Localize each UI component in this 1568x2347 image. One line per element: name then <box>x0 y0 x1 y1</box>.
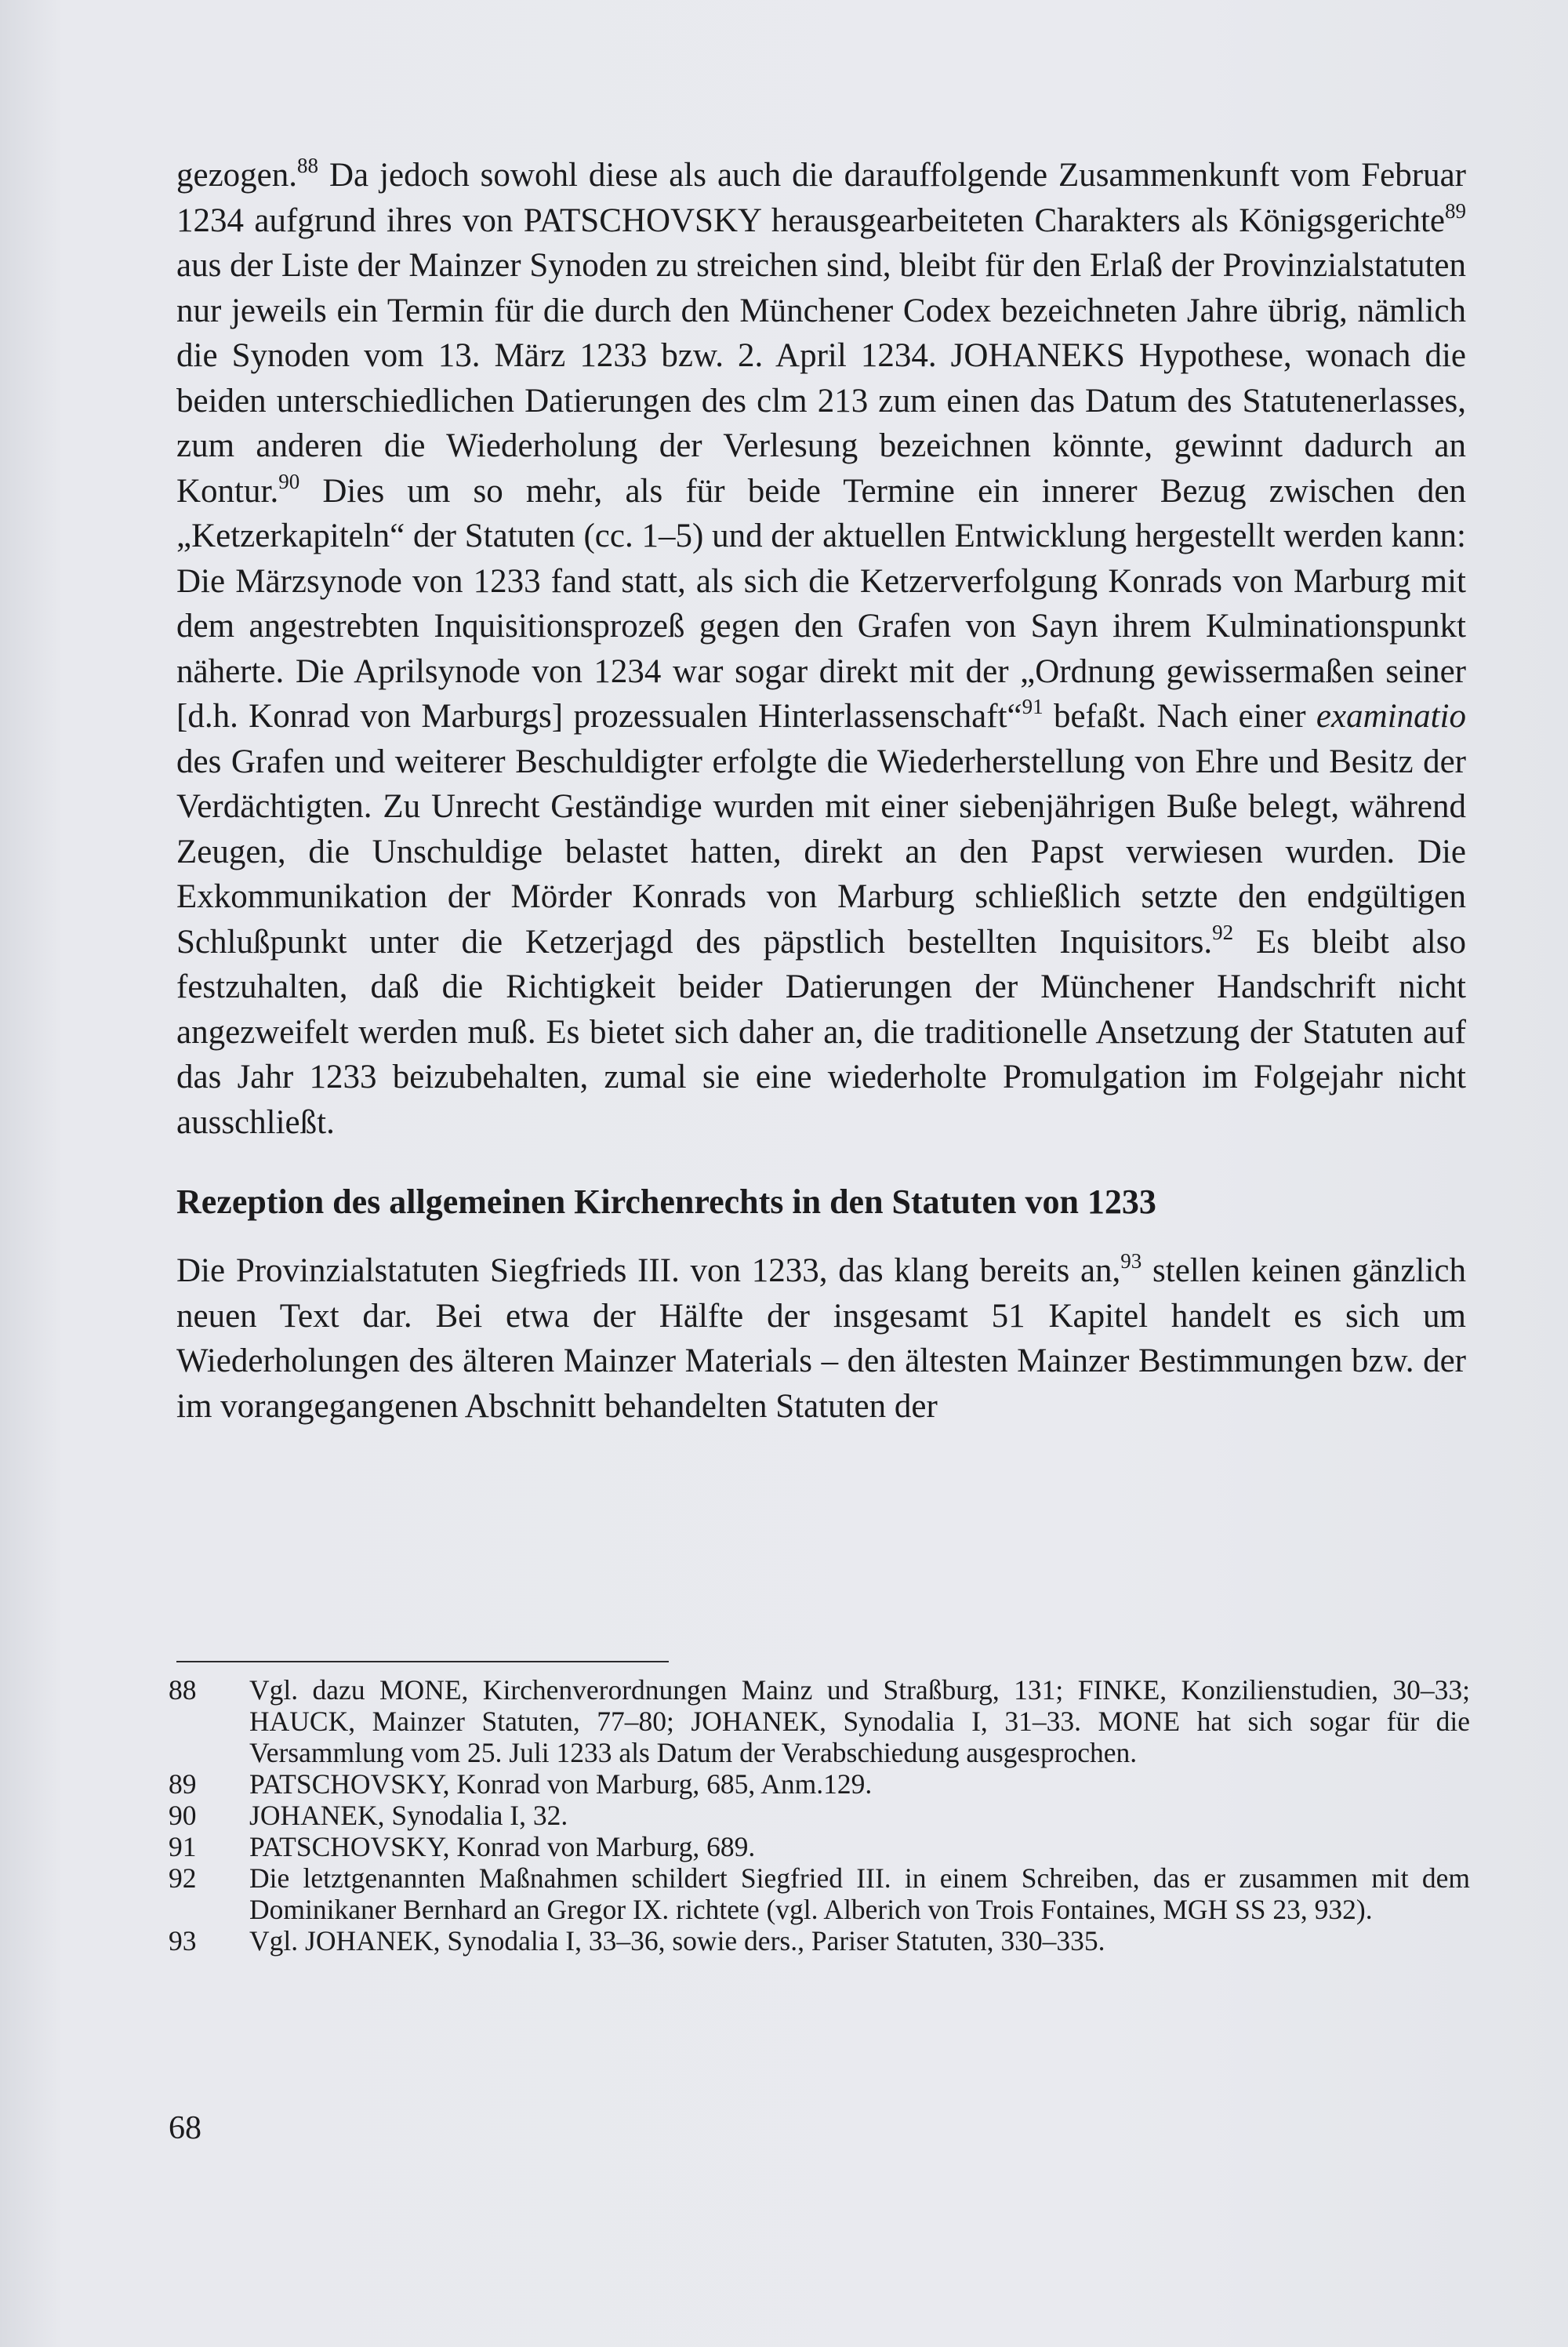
paragraph-2 <box>176 1248 1466 1429</box>
footnote-88 <box>169 1674 1470 1768</box>
footnote-text: Vgl. dazu MONE, Kirchenverordnungen Mainz und Straßburg, 131; FINKE, Konzilienstudien, 30–33; HAUCK, Mainzer Statuten, 77–80; JOHANEK, Synodalia I, 31–33. MONE hat sich sogar für die Versammlung vom 25. Juli 1233 als Datum der Verabschiedung ausgesprochen. <box>249 1674 1470 1768</box>
page-number: 68 <box>169 2110 201 2146</box>
footnote-number: 90 <box>169 1800 197 1831</box>
text-segment: Dies um so mehr, als für beide Termine ein innerer Bezug zwischen den „Ketzerkapiteln“ der Statuten (cc. 1–5) und der aktuellen Entwicklung hergestellt werden kann: Die Märzsynode von 1233 fand statt, als sich die Ketzerverfolgung Konrads von Marburg mit dem angestrebten Inquisitionsprozeß gegen den Grafen von Sayn ihrem Kulminationspunkt näherte. Die Aprilsynode von 1234 war sogar direkt mit der „Ordnung gewissermaßen seiner [d.h. Konrad von Marburgs] prozessualen Hinterlassenschaft“ <box>176 472 1466 735</box>
footnote-divider <box>176 1661 669 1662</box>
footnote-92 <box>169 1862 1470 1925</box>
footnote-93 <box>169 1925 1470 1956</box>
footnote-ref-90[interactable]: 90 <box>278 469 300 493</box>
footnote-number: 88 <box>169 1674 197 1706</box>
footnote-number: 93 <box>169 1925 197 1956</box>
text-segment: gezogen. <box>176 157 298 194</box>
footnote-ref-92[interactable]: 92 <box>1212 920 1234 944</box>
text-segment: des Grafen und weiterer Beschuldigter erfolgte die Wiederherstellung von Ehre und Besitz der Verdächtigten. Zu Unrecht Geständige wurden mit einer siebenjährigen Buße belegt, während Zeugen, die Unschuldige belastet hatten, direkt an den Papst verwiesen wurden. Die Exkommunikation der Mörder Konrads von Marburg schließlich setzte den endgültigen Schlußpunkt unter die Ketzerjagd des päpstlich bestellten Inquisitors. <box>176 743 1466 961</box>
footnote-ref-93[interactable]: 93 <box>1120 1249 1142 1273</box>
page-content <box>176 153 1466 1429</box>
section-text <box>176 1248 1466 1429</box>
footnote-ref-88[interactable]: 88 <box>297 154 319 177</box>
text-segment: aus der Liste der Mainzer Synoden zu streichen sind, bleibt für den Erlaß der Provinzialstatuten nur jeweils ein Termin für die durch den Münchener Codex bezeichneten Jahre übrig, nämlich die Synoden vom 13. März 1233 bzw. 2. April 1234. JOHANEKS Hypothese, wonach die beiden unterschiedlichen Datierungen des clm 213 zum einen das Datum des Statutenerlasses, zum anderen die Wiederholung der Verlesung bezeichnen könnte, gewinnt dadurch an Kontur. <box>176 247 1466 510</box>
paragraph-1 <box>176 153 1466 1145</box>
footnote-ref-91[interactable]: 91 <box>1022 695 1044 718</box>
footnotes <box>169 1674 1470 1956</box>
footnote-89 <box>169 1768 1470 1800</box>
footnote-text: PATSCHOVSKY, Konrad von Marburg, 685, Anm.129. <box>249 1768 873 1800</box>
footnote-90 <box>169 1800 1470 1831</box>
footnote-text: Vgl. JOHANEK, Synodalia I, 33–36, sowie ders., Pariser Statuten, 330–335. <box>249 1925 1105 1956</box>
text-segment: Es bleibt also festzuhalten, daß die Richtigkeit beider Datierungen der Münchener Handschrift nicht angezweifelt werden muß. Es bietet sich daher an, die traditionelle Ansetzung der Statuten auf das Jahr 1233 beizubehalten, zumal sie eine wiederholte Promulgation im Folgejahr nicht ausschließt. <box>176 923 1466 1141</box>
footnote-ref-89[interactable]: 89 <box>1445 198 1466 223</box>
footnote-text: JOHANEK, Synodalia I, 32. <box>249 1800 568 1831</box>
italic-term: examinatio <box>1316 698 1466 735</box>
footnote-text: Die letztgenannten Maßnahmen schildert Siegfried III. in einem Schreiben, das er zusammen mit dem Dominikaner Bernhard an Gregor IX. richtete (vgl. Alberich von Trois Fontaines, MGH SS 23, 932). <box>249 1862 1470 1925</box>
footnote-text: PATSCHOVSKY, Konrad von Marburg, 689. <box>249 1831 756 1862</box>
footnote-91 <box>169 1831 1470 1862</box>
text-segment: Da jedoch sowohl diese als auch die darauffolgende Zusammenkunft vom Februar 1234 aufgrund ihres von PATSCHOVSKY herausgearbeiteten Charakters als Königsgerichte <box>176 157 1466 239</box>
text-segment: Die Provinzialstatuten Siegfrieds III. von 1233, das klang bereits an, <box>176 1252 1121 1289</box>
footnote-number: 91 <box>169 1831 197 1862</box>
text-segment: befaßt. Nach einer <box>1043 698 1316 735</box>
footnote-number: 92 <box>169 1862 197 1894</box>
section-heading: Rezeption des allgemeinen Kirchenrechts in den Statuten von 1233 <box>176 1183 1156 1221</box>
main-text <box>176 153 1466 1145</box>
text-segment: stellen keinen gänzlich neuen Text dar. Bei etwa der Hälfte der insgesamt 51 Kapitel handelt es sich um Wiederholungen des älteren Mainzer Materials – den ältesten Mainzer Bestimmungen bzw. der im vorangegangenen Abschnitt behandelten Statuten der <box>176 1252 1466 1425</box>
footnote-number: 89 <box>169 1768 197 1800</box>
